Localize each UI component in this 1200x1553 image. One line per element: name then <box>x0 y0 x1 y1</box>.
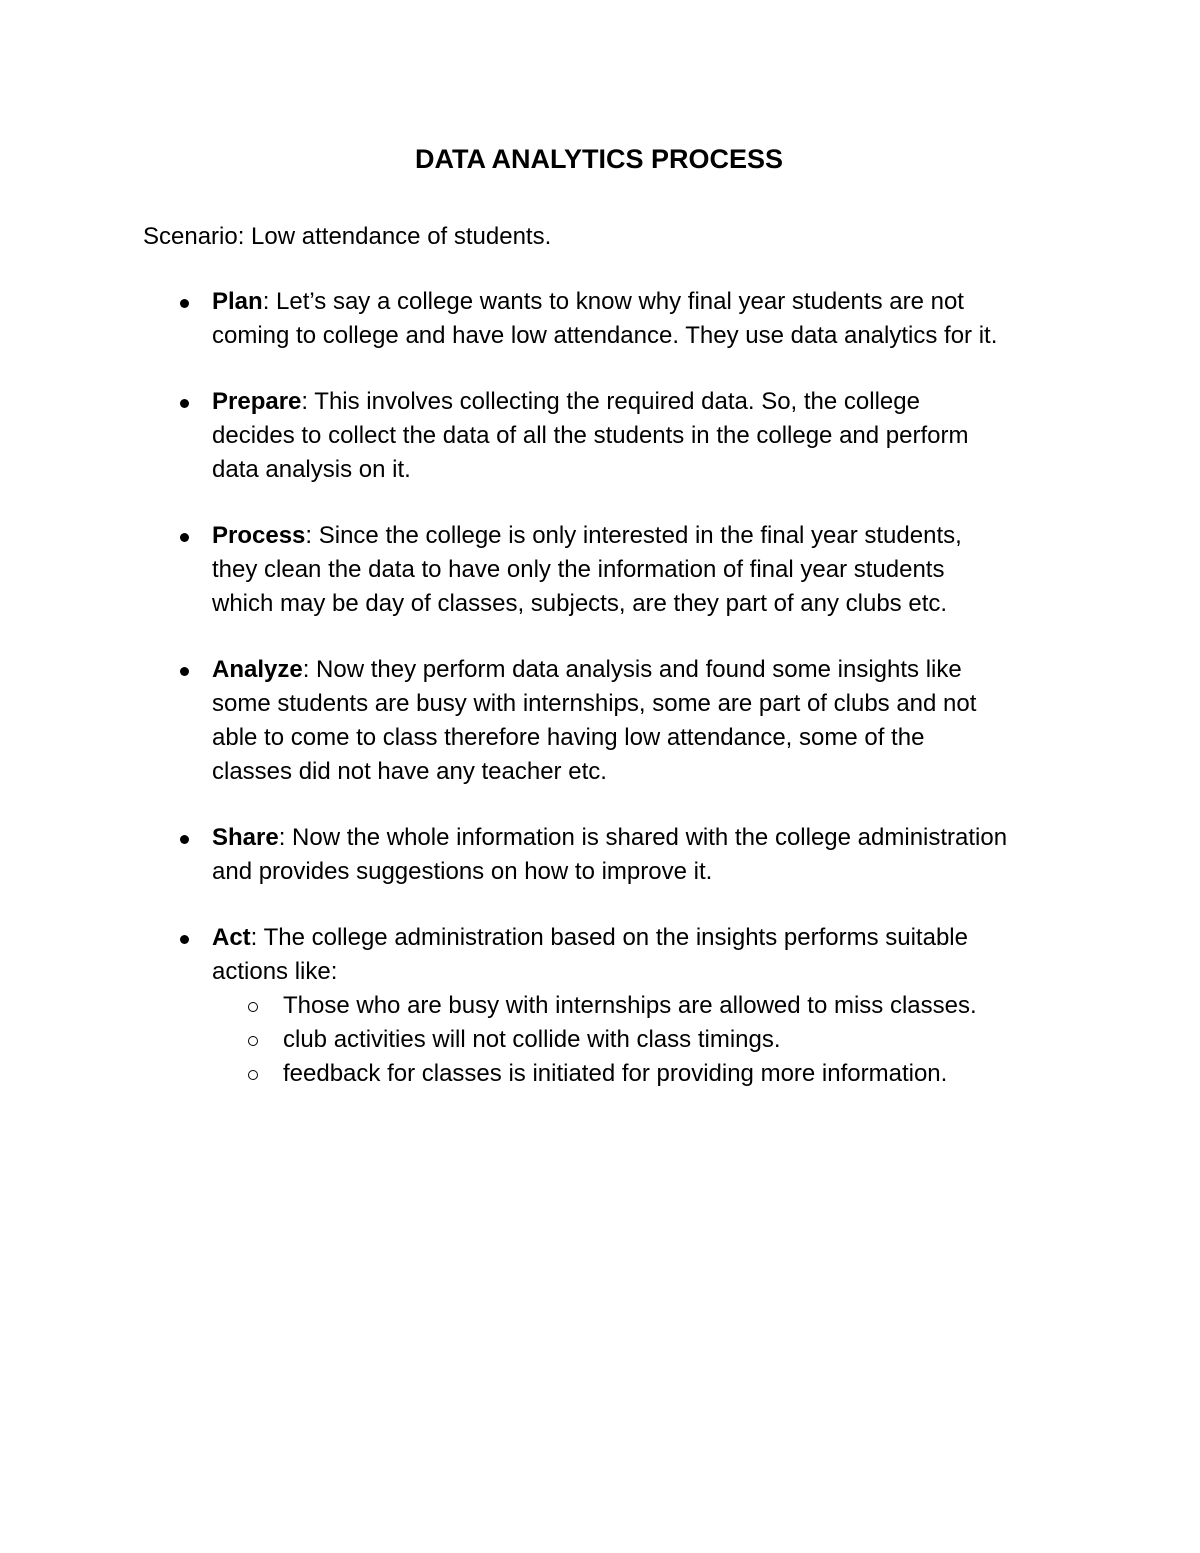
bullet-icon <box>180 835 189 844</box>
sub-item-text: club activities will not collide with class timings. <box>283 1026 781 1053</box>
step-line <box>212 285 1092 319</box>
step-text: : Now they perform data analysis and found some insights like <box>302 656 962 683</box>
step-name: Prepare <box>212 388 302 415</box>
step-act <box>212 921 1092 1091</box>
step-text: : Now the whole information is shared with the college administration <box>278 824 1008 851</box>
step-line: data analysis on it. <box>212 456 411 483</box>
step-text: : Since the college is only interested in the final year students, <box>305 522 962 549</box>
sub-item-text: Those who are busy with internships are allowed to miss classes. <box>283 992 977 1019</box>
step-line <box>212 821 1092 855</box>
hollow-circle-bullet-icon <box>248 1070 258 1080</box>
step-name: Plan <box>212 288 263 315</box>
scenario-text: Scenario: Low attendance of students. <box>143 223 552 250</box>
step-line <box>212 921 1092 955</box>
bullet-icon <box>180 935 189 944</box>
step-line: able to come to class therefore having low attendance, some of the <box>212 724 925 751</box>
sub-item <box>212 1023 1092 1057</box>
bullet-icon <box>180 299 189 308</box>
hollow-circle-bullet-icon <box>248 1036 258 1046</box>
process-steps-list <box>212 285 1092 1123</box>
act-sub-list <box>212 989 1092 1091</box>
step-name: Share <box>212 824 279 851</box>
step-line: and provides suggestions on how to improve it. <box>212 858 713 885</box>
step-process <box>212 519 1092 621</box>
step-prepare <box>212 385 1092 487</box>
bullet-icon <box>180 667 189 676</box>
sub-item <box>212 1057 1092 1091</box>
step-line: decides to collect the data of all the students in the college and perform <box>212 422 969 449</box>
step-text: : This involves collecting the required data. So, the college <box>301 388 920 415</box>
step-line: classes did not have any teacher etc. <box>212 758 607 785</box>
step-line: coming to college and have low attendance. They use data analytics for it. <box>212 322 998 349</box>
step-name: Process <box>212 522 306 549</box>
step-line: which may be day of classes, subjects, are they part of any clubs etc. <box>212 590 948 617</box>
document-title: DATA ANALYTICS PROCESS <box>414 144 784 174</box>
step-share <box>212 821 1092 889</box>
step-line <box>212 653 1092 687</box>
step-line: actions like: <box>212 958 338 985</box>
bullet-icon <box>180 399 189 408</box>
step-name: Analyze <box>212 656 303 683</box>
sub-item <box>212 989 1092 1023</box>
step-name: Act <box>212 924 251 951</box>
sub-item-text: feedback for classes is initiated for providing more information. <box>283 1060 948 1087</box>
step-plan <box>212 285 1092 353</box>
step-text: : Let’s say a college wants to know why final year students are not <box>262 288 964 315</box>
step-text: : The college administration based on the insights performs suitable <box>250 924 968 951</box>
bullet-icon <box>180 533 189 542</box>
hollow-circle-bullet-icon <box>248 1002 258 1012</box>
step-line: they clean the data to have only the information of final year students <box>212 556 945 583</box>
step-line <box>212 385 1092 419</box>
step-analyze <box>212 653 1092 789</box>
step-line: some students are busy with internships, some are part of clubs and not <box>212 690 977 717</box>
step-line <box>212 519 1092 553</box>
